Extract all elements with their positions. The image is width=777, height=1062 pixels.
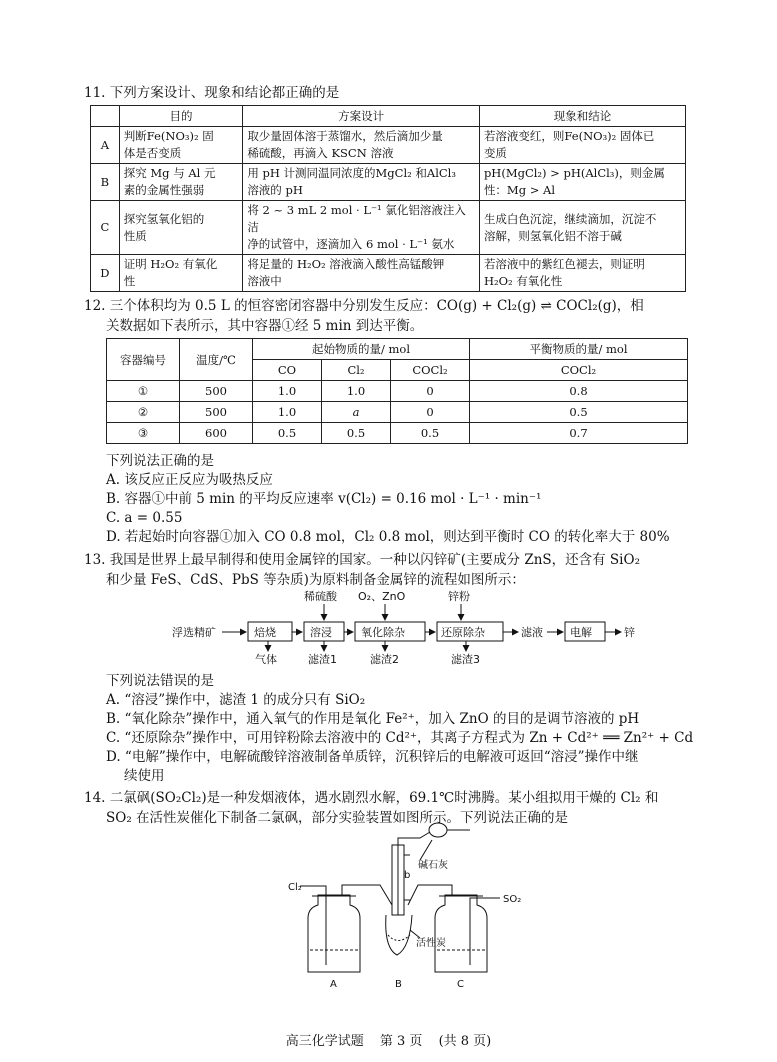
q12-cell-temp: 600 — [180, 423, 253, 444]
drying-tube-pointer — [420, 840, 432, 860]
text-line: 溶液的 pH — [247, 183, 303, 197]
q12-cell-id: ① — [107, 381, 180, 402]
q12-cell-co: 0.5 — [253, 423, 322, 444]
q12-stem-line1: 12. 三个体积均为 0.5 L 的恒容密闭容器中分别发生反应：CO(g) + Cl₂(g) ⇌ COCl₂(g)，相 — [84, 298, 644, 314]
q12-option-d: D. 若起始时向容器①加入 CO 0.8 mol，Cl₂ 0.8 mol，则达到平衡时 CO 的转化率大于 80% — [106, 529, 670, 545]
q11-cell-purpose — [119, 164, 243, 201]
flow-step-roast: 焙烧 — [254, 626, 276, 639]
q12-cell-eq: 0.7 — [470, 423, 688, 444]
bottle-c-outlet-tube — [408, 885, 452, 905]
q11-header-result: 现象和结论 — [479, 106, 685, 127]
q11-stem: 11. 下列方案设计、现象和结论都正确的是 — [84, 85, 340, 101]
q11-row-label: D — [91, 255, 120, 292]
text-line: pH(MgCl₂) > pH(AlCl₃)，则金属 — [483, 166, 665, 180]
q12-cell-cocl2: 0 — [391, 402, 470, 423]
q12-cell-temp: 500 — [180, 402, 253, 423]
flow-box-reduce — [437, 622, 503, 641]
q13-option-a: A. “溶浸”操作中，滤渣 1 的成分只有 SiO₂ — [106, 692, 366, 708]
q11-cell-design — [243, 201, 480, 255]
flow-output-residue3: 滤渣3 — [451, 653, 480, 666]
text-line: 性 — [123, 274, 136, 288]
label-flask-b: B — [395, 979, 402, 990]
text-line: 若溶液变红，则Fe(NO₃)₂ 固体已 — [483, 129, 655, 143]
q12-stem-line2: 关数据如下表所示，其中容器①经 5 min 到达平衡。 — [106, 318, 424, 334]
q12-cell-cocl2: 0.5 — [391, 423, 470, 444]
flow-input-acid: 稀硫酸 — [304, 590, 337, 603]
label-bottle-c: C — [457, 979, 464, 990]
q12-sub-eq-cocl2: COCl₂ — [470, 360, 688, 381]
text-line: 性：Mg > Al — [483, 183, 556, 197]
q12-cell-cocl2: 0 — [391, 381, 470, 402]
q11-row-d — [91, 255, 686, 292]
q11-cell-result — [479, 164, 685, 201]
q12-header-eq: 平衡物质的量/ mol — [470, 339, 688, 360]
q12-header-start: 起始物质的量/ mol — [253, 339, 470, 360]
text-line: 溶解，则氢氧化铝不溶于碱 — [483, 228, 622, 243]
q11-cell-purpose — [119, 127, 243, 164]
q12-option-a: A. 该反应正反应为吸热反应 — [106, 472, 273, 488]
flow-step-electrolysis: 电解 — [570, 626, 592, 639]
q13-option-d-line2: 续使用 — [124, 768, 165, 784]
page-footer — [0, 1030, 777, 1049]
text-line: 探究氢氧化铝的 — [123, 211, 205, 226]
q12-cell-eq: 0.8 — [470, 381, 688, 402]
q12-option-b: B. 容器①中前 5 min 的平均反应速率 v(Cl₂) = 0.16 mol · L⁻¹ · min⁻¹ — [106, 491, 542, 507]
q12-cell-cl2: 0.5 — [322, 423, 391, 444]
text-line: 将 2 ~ 3 mL 2 mol · L⁻¹ 氯化铝溶液注入洁 — [247, 203, 466, 234]
flow-end-zinc: 锌 — [624, 626, 635, 639]
q11-cell-result — [479, 255, 685, 292]
label-small-b: b — [404, 870, 411, 881]
q12-cell-cl2: 1.0 — [322, 381, 391, 402]
q12-cell-cl2: a — [322, 402, 391, 423]
flask-b — [386, 915, 412, 955]
q11-header-blank — [91, 106, 120, 127]
q11-row-label: A — [91, 127, 120, 164]
text-line: 用 pH 计测同温同浓度的MgCl₂ 和AlCl₃ — [247, 166, 456, 180]
q11-cell-result — [479, 201, 685, 255]
q12-header-container: 容器编号 — [107, 339, 180, 381]
q12-row — [107, 402, 688, 423]
bottle-a — [308, 895, 360, 972]
q12-header-temp: 温度/℃ — [180, 339, 253, 381]
label-cl2: Cl₂ — [288, 882, 302, 893]
q12-cell-eq: 0.5 — [470, 402, 688, 423]
label-drying-agent: 碱石灰 — [418, 860, 448, 871]
flow-step-reduce: 还原除杂 — [441, 626, 485, 639]
text-line: 素的金属性强弱 — [123, 183, 205, 197]
flow-step-leach: 溶浸 — [310, 626, 332, 639]
q12-cell-temp: 500 — [180, 381, 253, 402]
q11-table — [90, 105, 686, 292]
label-bottle-a: A — [330, 979, 337, 990]
text-line: 性质 — [123, 228, 147, 243]
q13-stem-line2: 和少量 FeS、CdS、PbS 等杂质)为原料制备金属锌的流程如图所示： — [106, 572, 525, 588]
q11-row-label: B — [91, 164, 120, 201]
label-activated-carbon: 活性炭 — [416, 938, 446, 949]
q12-row — [107, 381, 688, 402]
text-line: 体是否变质 — [123, 146, 182, 160]
text-line: 生成白色沉淀，继续滴加，沉淀不 — [483, 211, 657, 226]
text-line: 稀硫酸，再滴入 KSCN 溶液 — [247, 146, 394, 160]
flow-output-residue1: 滤渣1 — [308, 653, 337, 666]
q11-cell-design — [243, 127, 480, 164]
q13-stem-line1: 13. 我国是世界上最早制得和使用金属锌的国家。一种以闪锌矿(主要成分 ZnS，还含有 SiO₂ — [84, 552, 640, 568]
q11-row-b — [91, 164, 686, 201]
q12-prompt: 下列说法正确的是 — [106, 453, 214, 469]
q13-prompt: 下列说法错误的是 — [106, 673, 214, 689]
q14-stem-line2: SO₂ 在活性炭催化下制备二氯砜，部分实验装置如图所示。下列说法正确的是 — [106, 810, 569, 826]
q11-row-label: C — [91, 201, 120, 255]
bottle-c — [435, 895, 487, 972]
flow-input-zinc-powder: 锌粉 — [448, 590, 470, 603]
footer-total: (共 8 页) — [438, 1034, 492, 1049]
text-line: H₂O₂ 有氧化性 — [483, 274, 563, 288]
text-line: 净的试管中，逐滴加入 6 mol · L⁻¹ 氨水 — [247, 237, 455, 251]
q11-cell-purpose — [119, 201, 243, 255]
text-line: 取少量固体溶于蒸馏水，然后滴加少量 — [247, 129, 443, 143]
q11-cell-design — [243, 164, 480, 201]
drying-tube-connector — [398, 832, 430, 845]
q12-sub-cl2: Cl₂ — [322, 360, 391, 381]
q12-cell-co: 1.0 — [253, 402, 322, 423]
flow-input-o2-zno: O₂、ZnO — [358, 590, 406, 603]
q12-cell-co: 1.0 — [253, 381, 322, 402]
flow-output-residue2: 滤渣2 — [370, 653, 399, 666]
label-so2: SO₂ — [503, 894, 522, 905]
flow-output-gas: 气体 — [255, 653, 277, 666]
q11-header-design: 方案设计 — [243, 106, 480, 127]
footer-page: 第 3 页 — [379, 1034, 423, 1049]
q11-row-c — [91, 201, 686, 255]
flow-box-electrolysis — [565, 622, 605, 641]
footer-title: 高三化学试题 — [285, 1034, 364, 1049]
bottle-a-outlet-tube — [342, 885, 392, 905]
flow-start-label: 浮选精矿 — [172, 626, 216, 639]
q14-stem-line1: 14. 二氯砜(SO₂Cl₂)是一种发烟液体，遇水剧烈水解，69.1℃时沸腾。某小组拟用干燥的 Cl₂ 和 — [84, 790, 659, 806]
q11-cell-purpose — [119, 255, 243, 292]
q13-option-d-line1: D. “电解”操作中，电解硫酸锌溶液制备单质锌，沉积锌后的电解液可返回“溶浸”操作中继 — [106, 749, 639, 765]
q11-header-purpose: 目的 — [119, 106, 243, 127]
flask-b-carbon — [388, 935, 410, 941]
flow-box-oxidize — [355, 622, 425, 641]
text-line: 探究 Mg 与 Al 元 — [123, 166, 216, 180]
q12-option-c: C. a = 0.55 — [106, 510, 183, 526]
condenser — [392, 845, 404, 915]
text-line: 变质 — [483, 146, 507, 160]
flow-box-roast — [248, 622, 292, 641]
text-line: 将足量的 H₂O₂ 溶液滴入酸性高锰酸钾 — [247, 257, 445, 271]
bottle-a-inlet-tube — [300, 886, 326, 965]
text-line: 溶液中 — [247, 274, 282, 288]
q12-cell-id: ② — [107, 402, 180, 423]
text-line: 证明 H₂O₂ 有氧化 — [123, 257, 218, 271]
flow-mid-solution: 滤液 — [521, 626, 543, 639]
q12-sub-co: CO — [253, 360, 322, 381]
bottle-c-inlet-tube — [470, 898, 485, 965]
text-line: 判断Fe(NO₃)₂ 固 — [123, 129, 214, 143]
q13-option-b: B. “氧化除杂”操作中，通入氧气的作用是氧化 Fe²⁺，加入 ZnO 的目的是调节溶液的 pH — [106, 711, 640, 727]
q12-cell-id: ③ — [107, 423, 180, 444]
q11-cell-design — [243, 255, 480, 292]
text-line: 若溶液中的紫红色褪去，则证明 — [483, 257, 645, 271]
flow-step-oxidize: 氧化除杂 — [361, 626, 405, 639]
q12-sub-cocl2: COCl₂ — [391, 360, 470, 381]
q13-option-c: C. “还原除杂”操作中，可用锌粉除去溶液中的 Cd²⁺，其离子方程式为 Zn + Cd²⁺ ══ Zn²⁺ + Cd — [106, 730, 694, 746]
q12-table — [106, 338, 688, 444]
flow-box-leach — [304, 622, 344, 641]
q12-row — [107, 423, 688, 444]
carbon-pointer — [410, 930, 420, 938]
q11-cell-result — [479, 127, 685, 164]
q11-row-a — [91, 127, 686, 164]
